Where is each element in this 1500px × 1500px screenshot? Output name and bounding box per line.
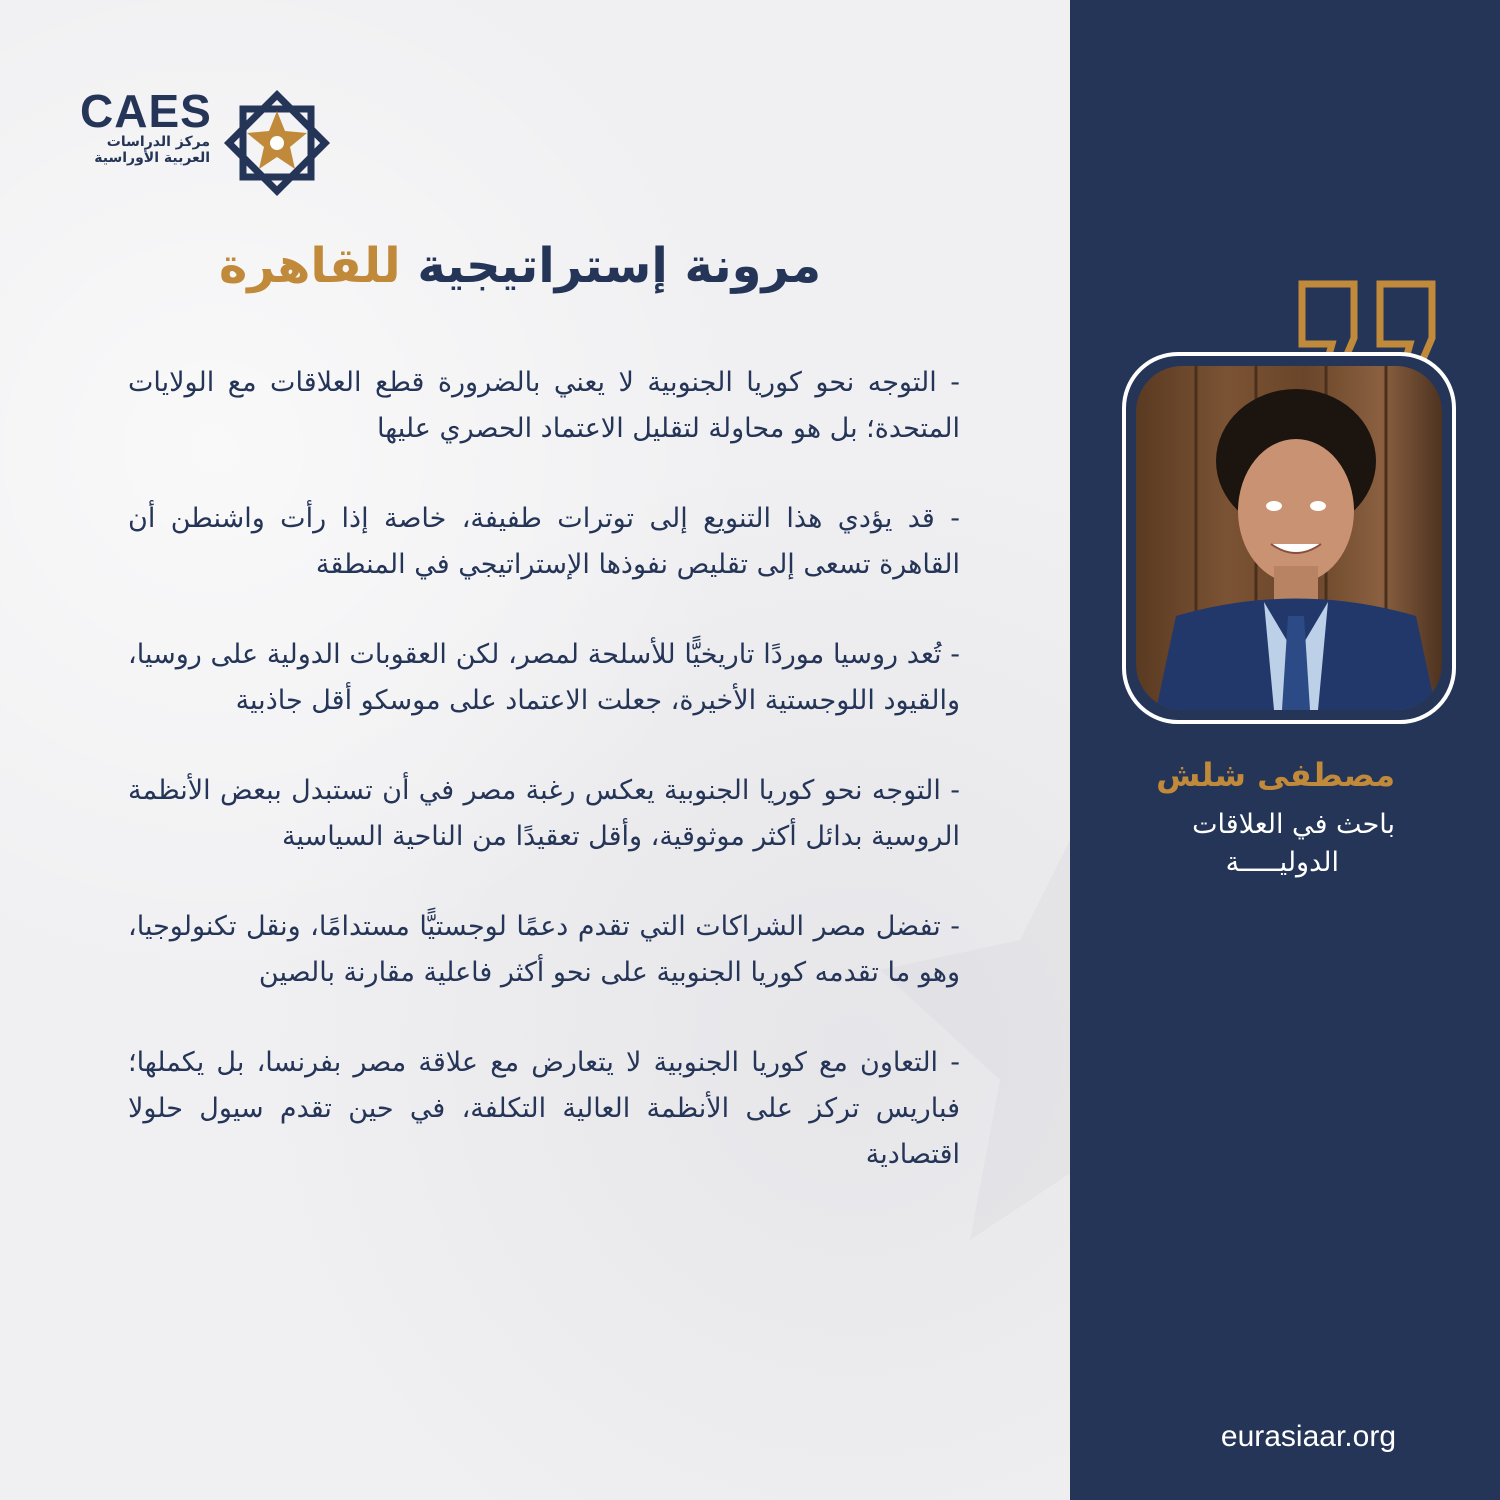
paragraph-4: - التوجه نحو كوريا الجنوبية يعكس رغبة مصر في أن تستبدل ببعض الأنظمة الروسية بدائل أكثر موثوقية، وأقل تعقيدًا من الناحية السياسية: [128, 775, 960, 852]
author-portrait-icon: [1136, 366, 1442, 710]
paragraph-3: - تُعد روسيا موردًا تاريخيًّا للأسلحة لمصر، لكن العقوبات الدولية على روسيا، والقيود اللوجستية الأخيرة، جعلت الاعتماد على موسكو أقل جاذبية: [128, 639, 960, 716]
author-photo-frame: [1122, 352, 1456, 724]
author-role: [1090, 806, 1395, 882]
website-link[interactable]: eurasiaar.org: [1220, 1420, 1396, 1453]
author-name: مصطفى شلش: [1156, 756, 1395, 794]
logo-text: [80, 85, 212, 166]
author-role-line-1: باحث في العلاقات: [1192, 809, 1395, 840]
paragraph-6: - التعاون مع كوريا الجنوبية لا يتعارض مع علاقة مصر بفرنسا، بل يكملها؛ فباريس تركز على الأنظمة العالية التكلفة، في حين تقدم سيول حلولا اقتصادية: [128, 1047, 960, 1170]
page-title: [140, 238, 900, 308]
logo-line-1: مركز الدراسات: [106, 134, 210, 150]
title-main: مرونة إستراتيجية: [417, 238, 822, 294]
article-body: [128, 360, 960, 1222]
logo-line-2: العربية الأوراسية: [94, 150, 210, 166]
logo-abbr: CAES: [80, 85, 212, 137]
eight-point-star-icon: [216, 88, 338, 198]
title-accent: للقاهرة: [218, 238, 401, 294]
paragraph-1: - التوجه نحو كوريا الجنوبية لا يعني بالضرورة قطع العلاقات مع الولايات المتحدة؛ بل هو محاولة لتقليل الاعتماد الحصري عليها: [128, 367, 960, 444]
author-panel: [1070, 0, 1500, 1500]
author-role-line-2: الدوليـــــة: [1225, 847, 1339, 878]
logo: [80, 85, 340, 198]
paragraph-5: - تفضل مصر الشراكات التي تقدم دعمًا لوجستيًّا مستدامًا، ونقل تكنولوجيا، وهو ما تقدمه كوريا الجنوبية على نحو أكثر فاعلية مقارنة بالصين: [128, 911, 960, 988]
author-photo: [1136, 366, 1442, 710]
paragraph-2: - قد يؤدي هذا التنويع إلى توترات طفيفة، خاصة إذا رأت واشنطن أن القاهرة تسعى إلى تقليص نفوذها الإستراتيجي في المنطقة: [128, 503, 960, 580]
